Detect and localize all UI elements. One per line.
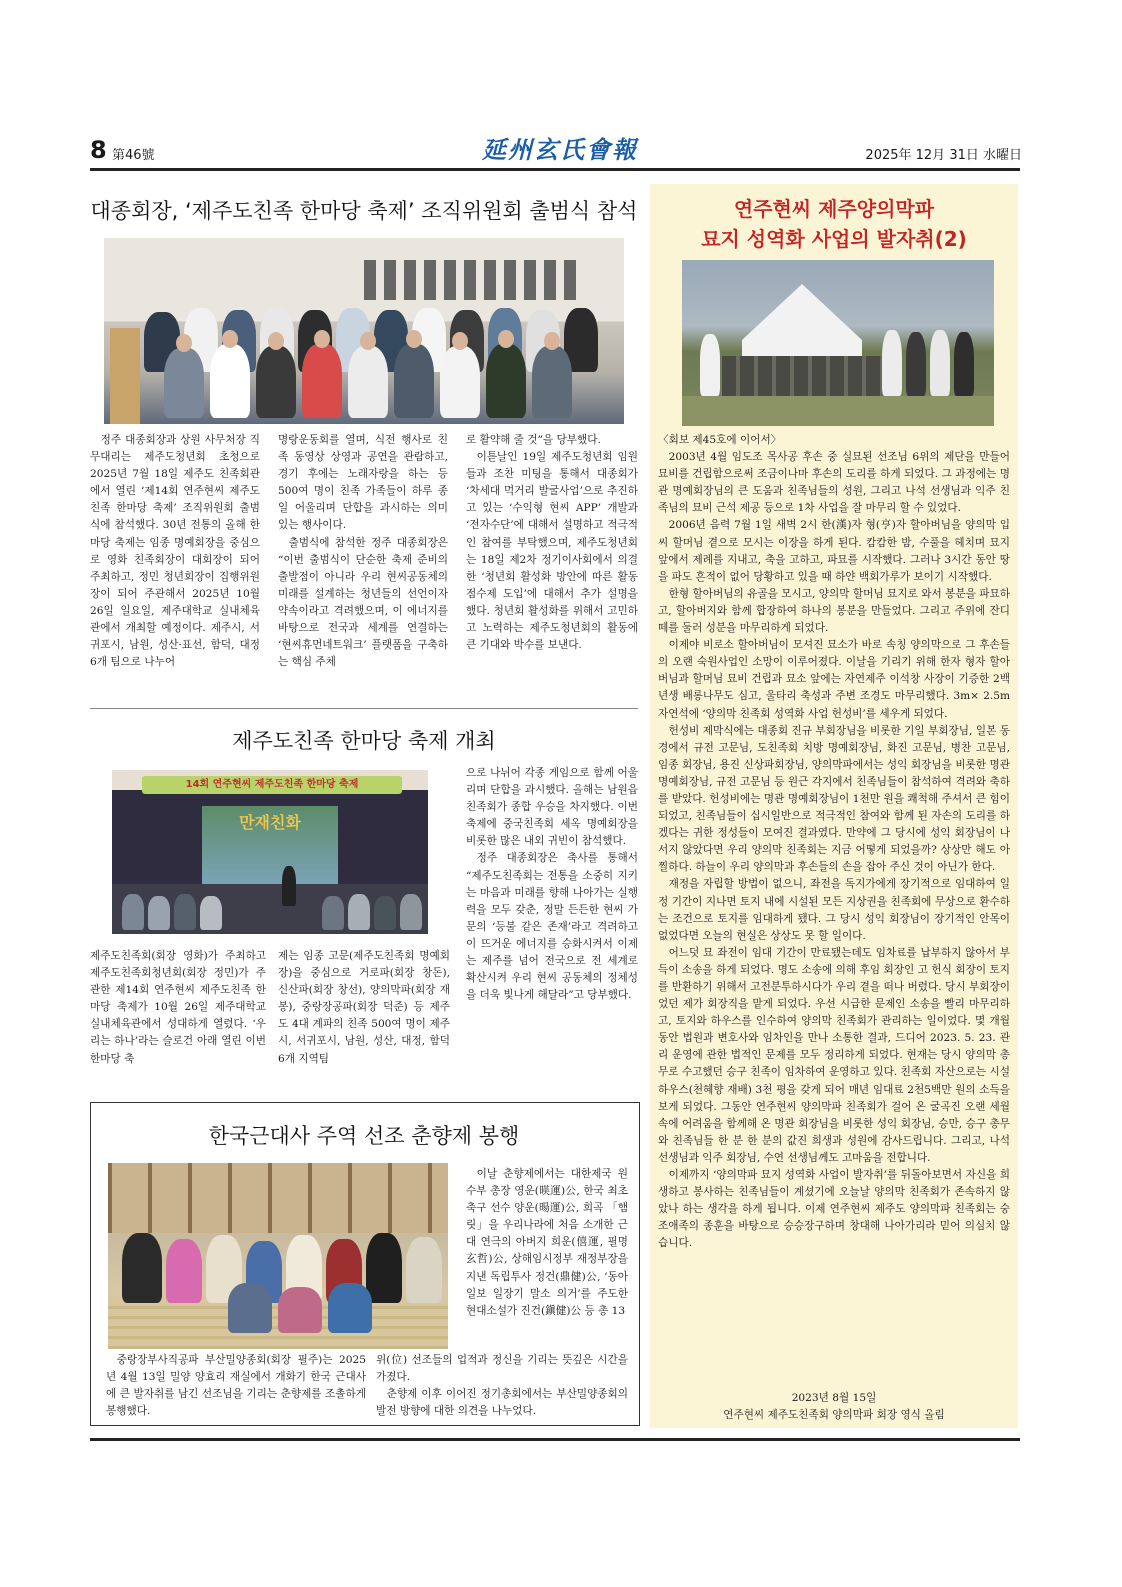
signature-name: 연주현씨 제주도친족회 양의막파 회장 영식 올림	[723, 1409, 945, 1421]
paragraph: 2006년 음력 7월 1일 새벽 2시 한(漢)자 형(亨)자 할아버님을 양의막 입씨 할머님 곁으로 모시는 이장을 하게 된다. 캄캄한 밤, 수풀을 헤치며 묘지 앞에서 제례를 지내고, 축을 고하고, 파묘를 시작했다. 그러나 3시간 동안 땅을 파도 흔적이 없어 당황하고 있을 때 하얀 백회가루가 보이기 시작했다.	[658, 519, 1010, 583]
article1-column-3	[466, 432, 638, 704]
paragraph: 명랑운동회를 열며, 식전 행사로 친족 동영상 상영과 공연을 관람하고, 경기 후에는 노래자랑을 하는 등 500여 명이 친족 가족들이 하루 종일 어울리며 단합을 과시하는 의미 있는 행사이다.	[278, 434, 448, 532]
feature-body	[658, 432, 1010, 1392]
feature-title-line2: 묘지 성역화 사업의 발자취(2)	[701, 227, 967, 251]
ancestral-rite-photo	[108, 1163, 448, 1349]
article1-column-2	[278, 432, 448, 704]
paragraph: 위(位) 선조들의 업적과 정신을 기리는 뜻깊은 시간을 가졌다.	[376, 1354, 628, 1384]
article2-column-3-top	[466, 765, 638, 1002]
article2-column-2	[278, 948, 450, 1084]
festival-stage-photo	[112, 770, 428, 934]
paragraph: 한형 할아버님의 유골을 모시고, 양의막 할머님 묘지로 와서 봉분을 파묘하고, 할아버지와 함께 합장하여 하나의 봉분을 만들었다. 그리고 주위에 잔디 떼를 둘러 성분을 마무리하게 되었다.	[658, 587, 1010, 635]
stage-screen: 만재친화	[202, 806, 338, 884]
group-photo-launch	[104, 238, 624, 424]
dateline: 2025年 12月 31日 水曜日	[865, 148, 1022, 163]
article3-column-2	[376, 1352, 628, 1420]
paragraph: 이제까지 ‘양의막파 묘지 성역화 사업이 발자취’를 뒤돌아보면서 자신을 희생하고 봉사하는 친족님들이 계셨기에 오늘날 양의막 친족회가 존속하지 않았나 하는 생각을 하게 됩니다. 이제 연주현씨 제주도 양의막파 친족회는 숭조애족의 종훈을 바탕으로 승승장구하며 창대해 나아가리라 믿어 의심치 않습니다.	[658, 1169, 1010, 1250]
paragraph: 제는 임종 고문(제주도친족회 명예회장)을 중심으로 거로파(회장 창돈), 신산파(회장 창선), 양의막파(회장 재봉), 중랑장공파(회장 덕준) 등 제주도 4대 계파의 친족 500여 명이 제주시, 서귀포시, 남원, 성산, 대정, 함덕 6개 지역팀	[278, 950, 450, 1065]
paragraph: 이날 춘향제에서는 대한제국 원수부 총장 영운(暎運)公, 한국 최초 축구 선수 양운(暘運)公, 희곡 「햄릿」을 우리나라에 처음 소개한 근대 연극의 아버지 희운(僖運, 필명 玄哲)公, 상해임시정부 재정부장을 지낸 독립투사 정건(鼎健)公, ‘동아일보 일장기 말소 의거’를 주도한 현대소설가 진건(鎭健)公 등 총 13	[466, 1168, 628, 1317]
paragraph: 이튿날인 19일 제주도청년회 임원들과 조찬 미팅을 통해서 대종회가 ‘차세대 먹거리 발굴사업’으로 추진하고 있는 ‘수익형 현씨 APP’ 개발과 ‘전자수단’에 대해서 설명하고 적극적인 참여를 부탁했으며, 제주도청년회는 18일 제2차 정기이사회에서 의결한 ‘청년회 활성화 방안에 따른 활동점수제 도입’에 대해서 추가 설명을 했다. 청년회 활성화를 위해서 고민하고 노력하는 제주도청년회의 활동에 큰 기대와 박수를 보낸다.	[466, 451, 638, 652]
feature-title-line1: 연주현씨 제주양의막파	[733, 197, 935, 221]
paragraph: 이제야 비로소 할아버님이 모셔진 묘소가 바로 속칭 양의막으로 그 후손들의 오랜 숙원사업인 소망이 이루어졌다. 이날을 기리기 위해 한자 형자 할아버님과 할머님 묘비 건립과 묘소 앞에는 자연제주 이석창 사장이 기증한 2백 년생 배롱나무도 심고, 울타리 축성과 주변 조경도 마무리했다. 3m× 2.5m 자연석에 ‘양의막 친족회 성역화 사업 헌성비’를 세우게 되었다.	[658, 639, 1010, 720]
paragraph: 헌성비 제막식에는 대종회 진규 부회장님을 비롯한 기일 부회장님, 일본 동경에서 규전 고문님, 도친족회 치방 명예회장님, 화진 고문님, 병찬 고문님, 임종 회장님, 용진 신상파회장님, 양의막파에서는 성익 회장님을 비롯한 명관 명예회장님, 규전 고문님 등 원근 각지에서 친족님들이 참석하여 격려와 축하를 받았다. 헌성비에는 명관 명예회장님이 1천만 원을 쾌척해 주셔서 큰 힘이 되었고, 친족님들이 십시일반으로 적극적인 참여와 함께 된 자손의 도리를 하겠다는 귀한 정성들이 모여진 결과였다. 만약에 그 당시에 성익 회장님이 나서지 않았다면 우리 양의막 친족회는 지금 어떻게 되었을까? 상상만 해도 아찔하다. 하늘이 우리 양의막과 후손들의 손을 잡아 주신 것이 아닌가 한다.	[658, 724, 1010, 874]
article1-headline: 대종회장, ‘제주도친족 한마당 축제’ 조직위원회 출범식 참석	[90, 199, 638, 223]
signature-date: 2023년 8월 15일	[791, 1392, 877, 1404]
article2-headline: 제주도친족 한마당 축제 개최	[232, 729, 496, 753]
article1-column-1	[90, 432, 260, 704]
article3-column-3-top	[466, 1166, 628, 1350]
header-rule	[90, 168, 1020, 171]
paragraph: 정주 대종회장과 상원 사무처장 직무대리는 제주도청년회 초청으로 2025년 7월 18일 제주도 친족회관에서 열린 ‘제14회 연주현씨 제주도친족 한마당 축제’ 조직위원회 출범식에 참석했다. 30년 전통의 올해 한마당 축제는 임종 명예회장을 중심으로 영화 친족회장이 대회장이 되어 주최하고, 정민 청년회장이 집행위원장이 되어 주관해서 2025년 10월 26일 일요일, 제주대학교 실내체육관에서 개최할 예정이다. 제주시, 서귀포시, 남원, 성산·표선, 함덕, 대정 6개 팀으로 나누어	[90, 434, 260, 669]
masthead: 延州玄氏會報	[482, 135, 638, 164]
paragraph: 정주 대종회장은 축사를 통해서 “제주도친족회는 전통을 소중히 지키는 마음과 미래를 향해 나아가는 실행력을 모두 갖춘, 정말 든든한 현씨 가문의 ‘등불 같은 존재’라고 격려하고 이 뜨거운 에너지를 승화시켜서 이제는 제주를 넘어 전국으로 전 세계로 확산시켜 우리 현씨 공동체의 정체성을 더욱 빛나게 해달라”고 당부했다.	[466, 852, 638, 1002]
paragraph: 2003년 4월 임도조 목사공 후손 중 실묘된 선조님 6위의 제단을 만들어 묘비를 건립함으로써 조금이나마 후손의 도리를 하게 되었다. 그 과정에는 명관 명예회장님의 큰 도움과 친족님들의 성원, 그리고 나석 선생님과 익주 친족님의 묘비 근석 제공 등으로 1차 사업을 잘 마무리 할 수 있었다.	[658, 451, 1010, 515]
article2-column-3-bottom	[466, 941, 638, 1085]
paragraph: 중랑장부사직공파 부산밀양종회(회장 필주)는 2025년 4월 13일 밀양 양효리 재실에서 개화기 한국 근대사에 큰 발자취를 남긴 선조님을 기리는 춘향제를 조촐하게 봉행했다.	[106, 1354, 366, 1418]
paragraph: 제주도친족회(회장 영화)가 주최하고 제주도친족회청년회(회장 정민)가 주관한 제14회 연주현씨 제주도친족 한마당 축제가 10월 26일 제주대학교 실내체육관에서 성대하게 열렸다. ‘우리는 하나’라는 슬로건 아래 열린 이번 한마당 축	[90, 950, 266, 1065]
paragraph: 춘향제 이후 이어진 정기총회에서는 부산밀양종회의 발전 방향에 대한 의견을 나누었다.	[376, 1388, 628, 1418]
monument-unveiling-photo	[682, 260, 994, 426]
paragraph: 으로 나뉘어 각종 게임으로 함께 어울리며 단합을 과시했다. 올해는 남원읍 친족회가 종합 우승을 차지했다. 이번 축제에 중국친족회 세옥 명예회장을 비롯한 많은 내외 귀빈이 참석했다.	[466, 767, 638, 848]
footer-rule	[90, 1438, 1020, 1441]
paragraph: 로 활약해 줄 것”을 당부했다.	[466, 434, 601, 446]
paragraph: 재정을 자립할 방법이 없으니, 좌전을 독지가에게 장기적으로 임대하여 일정 기간이 지나면 토지 내에 시설된 모든 지상권을 친족회에 무상으로 환수하는 조건으로 토지를 임대하게 됐다. 그 당시 성익 회장님이 장기적인 안목이 없었다면 오늘의 현실은 상상도 못 할 일이다.	[658, 878, 1010, 942]
paragraph: 출범식에 참석한 정주 대종회장은 “이번 출범식이 단순한 축제 준비의 출발점이 아니라 우리 현씨공동체의 미래를 설계하는 청년들의 선언이자 약속이라고 격려했으며, 이 에너지를 바탕으로 전국과 세계를 연결하는 ‘현씨휴먼네트워크’ 플랫폼을 구축하는 핵심 주체	[278, 536, 448, 669]
page-number: 8	[90, 136, 107, 164]
festival-banner: 14회 연주현씨 제주도친족 한마당 축제	[142, 776, 402, 794]
article3-headline: 한국근대사 주역 선조 춘향제 봉행	[208, 1124, 520, 1148]
feature-intro: 〈회보 제45호에 이어서〉	[658, 434, 782, 446]
article3-column-1	[106, 1352, 366, 1420]
issue-number: 第46號	[112, 148, 155, 163]
section-divider	[90, 708, 638, 709]
article2-column-1	[90, 948, 266, 1084]
paragraph: 어느덧 묘 좌전이 임대 기간이 만료됐는데도 임차료를 납부하지 않아서 부득이 소송을 하게 되었다. 명도 소송에 의해 후임 회장인 고 헌식 회장이 토지를 반환하기 위해서 고전분투하시다가 우리 곁을 떠나 버렸다. 당시 부회장이었던 제가 회장직을 맡게 되었다. 우선 시급한 문제인 소송을 빨리 마무리하고, 토지와 하우스를 인수하여 양의막 친족회가 관리하는 일이었다. 몇 개월 동안 법원과 변호사와 임차인을 만나 소통한 결과, 드디어 2023. 5. 23. 관리 운영에 관한 법적인 문제를 모두 정리하게 되었다. 현재는 당시 양의막 총무로 수고했던 승구 친족이 임차하여 운영하고 있다. 친족회 자산으로는 시설하우스(천혜향 재배) 3천 평을 갖게 되어 매년 임대료 2천5백만 원의 소득을 보게 되었다. 그동안 연주현씨 양의막파 친족회가 걸어 온 굴곡진 오랜 세월 속에 어려움을 함께해 온 명관 회장님을 비롯한 성익 회장님, 승만, 승구 총무와 친족님들 한 분 한 분의 값진 희생과 성원에 감사드립니다. 그리고, 나석 선생님과 익주 회장님, 수연 선생님께도 고마움을 전합니다.	[658, 946, 1010, 1164]
